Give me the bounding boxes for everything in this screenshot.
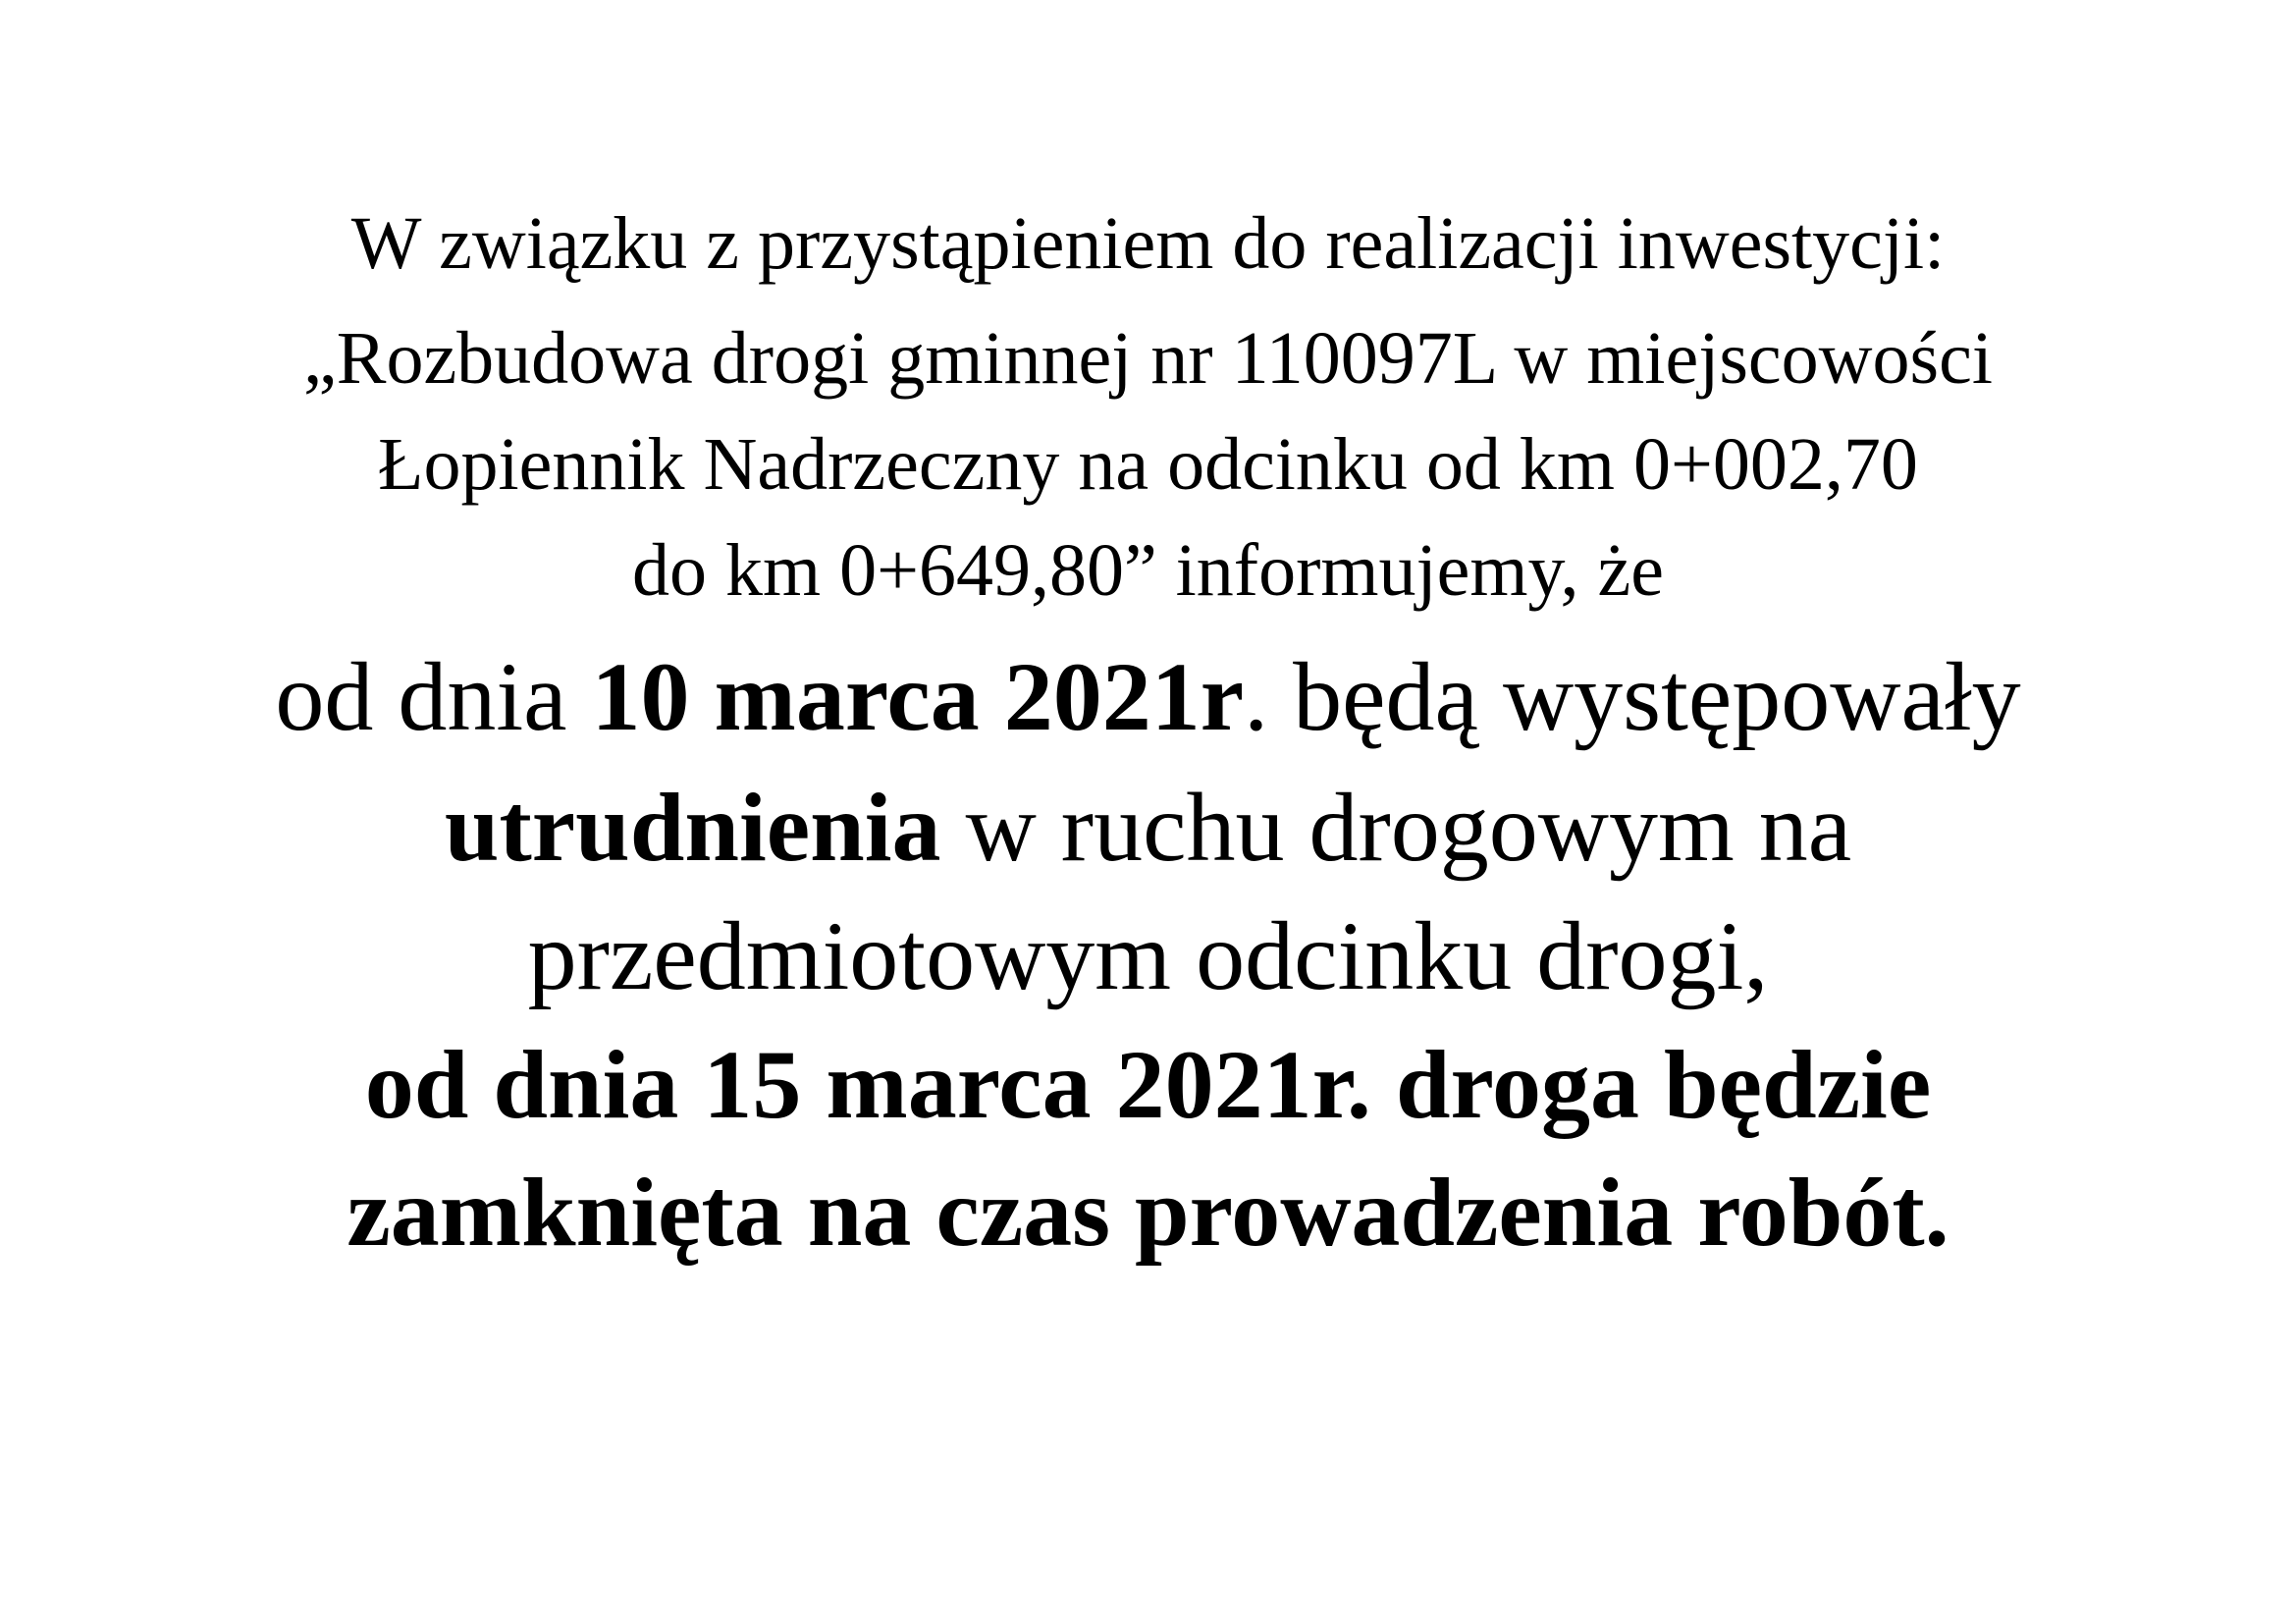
difficulties-word: utrudnienia: [444, 773, 941, 882]
intro-line-3: Łopiennik Nadrzeczny na odcinku od km 0+002,70: [378, 423, 1918, 506]
intro-line-1: W związku z przystąpieniem do realizacji inwestycji:: [350, 202, 1946, 285]
start-date-prefix: od dnia: [275, 642, 592, 751]
closure-info-line: zamknięta na czas prowadzenia robót.: [347, 1158, 1949, 1267]
difficulties-rest: w ruchu drogowym na: [940, 773, 1852, 882]
start-date: 10 marca 2021r: [591, 642, 1245, 751]
intro-line-4: do km 0+649,80” informujemy, że: [631, 529, 1665, 612]
start-date-suffix: . będą występowały: [1244, 642, 2021, 751]
difficulties-line: [0, 769, 2296, 887]
closure-date-line: od dnia 15 marca 2021r. droga będzie: [364, 1030, 1932, 1139]
intro-line-2: „Rozbudowa drogi gminnej nr 110097L w miejscowości: [303, 317, 1993, 400]
start-date-line: [0, 638, 2296, 756]
road-section-line: przedmiotowym odcinku drogi,: [527, 901, 1769, 1010]
